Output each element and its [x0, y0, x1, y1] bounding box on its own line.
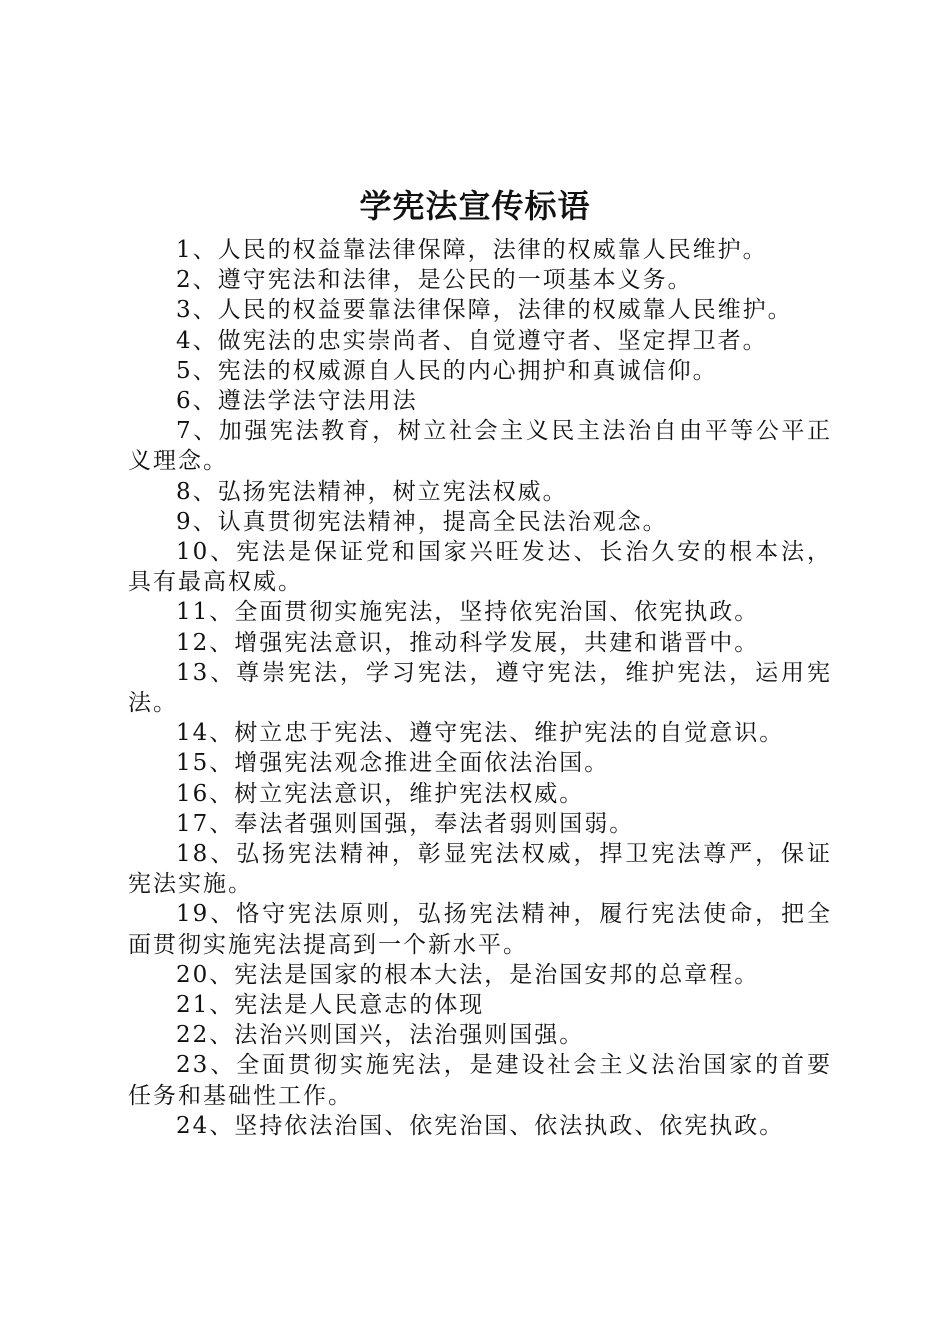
slogan-item: 18、弘扬宪法精神，彰显宪法权威，捍卫宪法尊严，保证宪法实施。	[128, 841, 832, 898]
slogan-list	[128, 235, 832, 1141]
slogan-item: 13、尊崇宪法，学习宪法，遵守宪法，维护宪法，运用宪法。	[128, 659, 832, 717]
slogan-item: 8、弘扬宪法精神，树立宪法权威。	[176, 478, 568, 505]
slogan-item: 6、遵法学法守法用法	[176, 388, 418, 415]
slogan-item: 23、全面贯彻实施宪法，是建设社会主义法治国家的首要任务和基础性工作。	[128, 1052, 832, 1109]
slogan-item: 2、遵守宪法和法律，是公民的一项基本义务。	[176, 267, 693, 294]
slogan-item: 11、全面贯彻实施宪法，坚持依宪治国、依宪执政。	[176, 599, 760, 626]
slogan-item: 21、宪法是人民意志的体现	[176, 992, 485, 1019]
slogan-item: 15、增强宪法观念推进全面依法治国。	[176, 750, 610, 777]
slogan-item: 20、宪法是国家的根本大法，是治国安邦的总章程。	[176, 961, 760, 988]
slogan-item: 9、认真贯彻宪法精神，提高全民法治观念。	[176, 508, 668, 535]
slogan-item: 17、奉法者强则国强，奉法者弱则国弱。	[176, 810, 635, 837]
slogan-item: 10、宪法是保证党和国家兴旺发达、长治久安的根本法，具有最高权威。	[128, 539, 832, 596]
slogan-item: 24、坚持依法治国、依宪治国、依法执政、依宪执政。	[176, 1112, 785, 1139]
slogan-item: 3、人民的权益要靠法律保障，法律的权威靠人民维护。	[176, 297, 793, 324]
slogan-item: 1、人民的权益靠法律保障，法律的权威靠人民维护。	[176, 237, 768, 263]
slogan-item: 16、树立宪法意识，维护宪法权威。	[176, 780, 585, 807]
slogan-item: 5、宪法的权威源自人民的内心拥护和真诚信仰。	[176, 357, 718, 384]
slogan-item: 7、加强宪法教育，树立社会主义民主法治自由平等公平正义理念。	[128, 418, 832, 475]
slogan-item: 14、树立忠于宪法、遵守宪法、维护宪法的自觉意识。	[176, 720, 785, 747]
slogan-item: 22、法治兴则国兴，法治强则国强。	[176, 1022, 585, 1049]
slogan-item: 4、做宪法的忠实崇尚者、自觉遵守者、坚定捍卫者。	[176, 327, 768, 354]
slogan-item: 19、恪守宪法原则，弘扬宪法精神，履行宪法使命，把全面贯彻实施宪法提高到一个新水平。	[128, 901, 832, 958]
page-title: 学宪法宣传标语	[359, 187, 591, 225]
slogan-item: 12、增强宪法意识，推动科学发展，共建和谐晋中。	[176, 629, 760, 656]
